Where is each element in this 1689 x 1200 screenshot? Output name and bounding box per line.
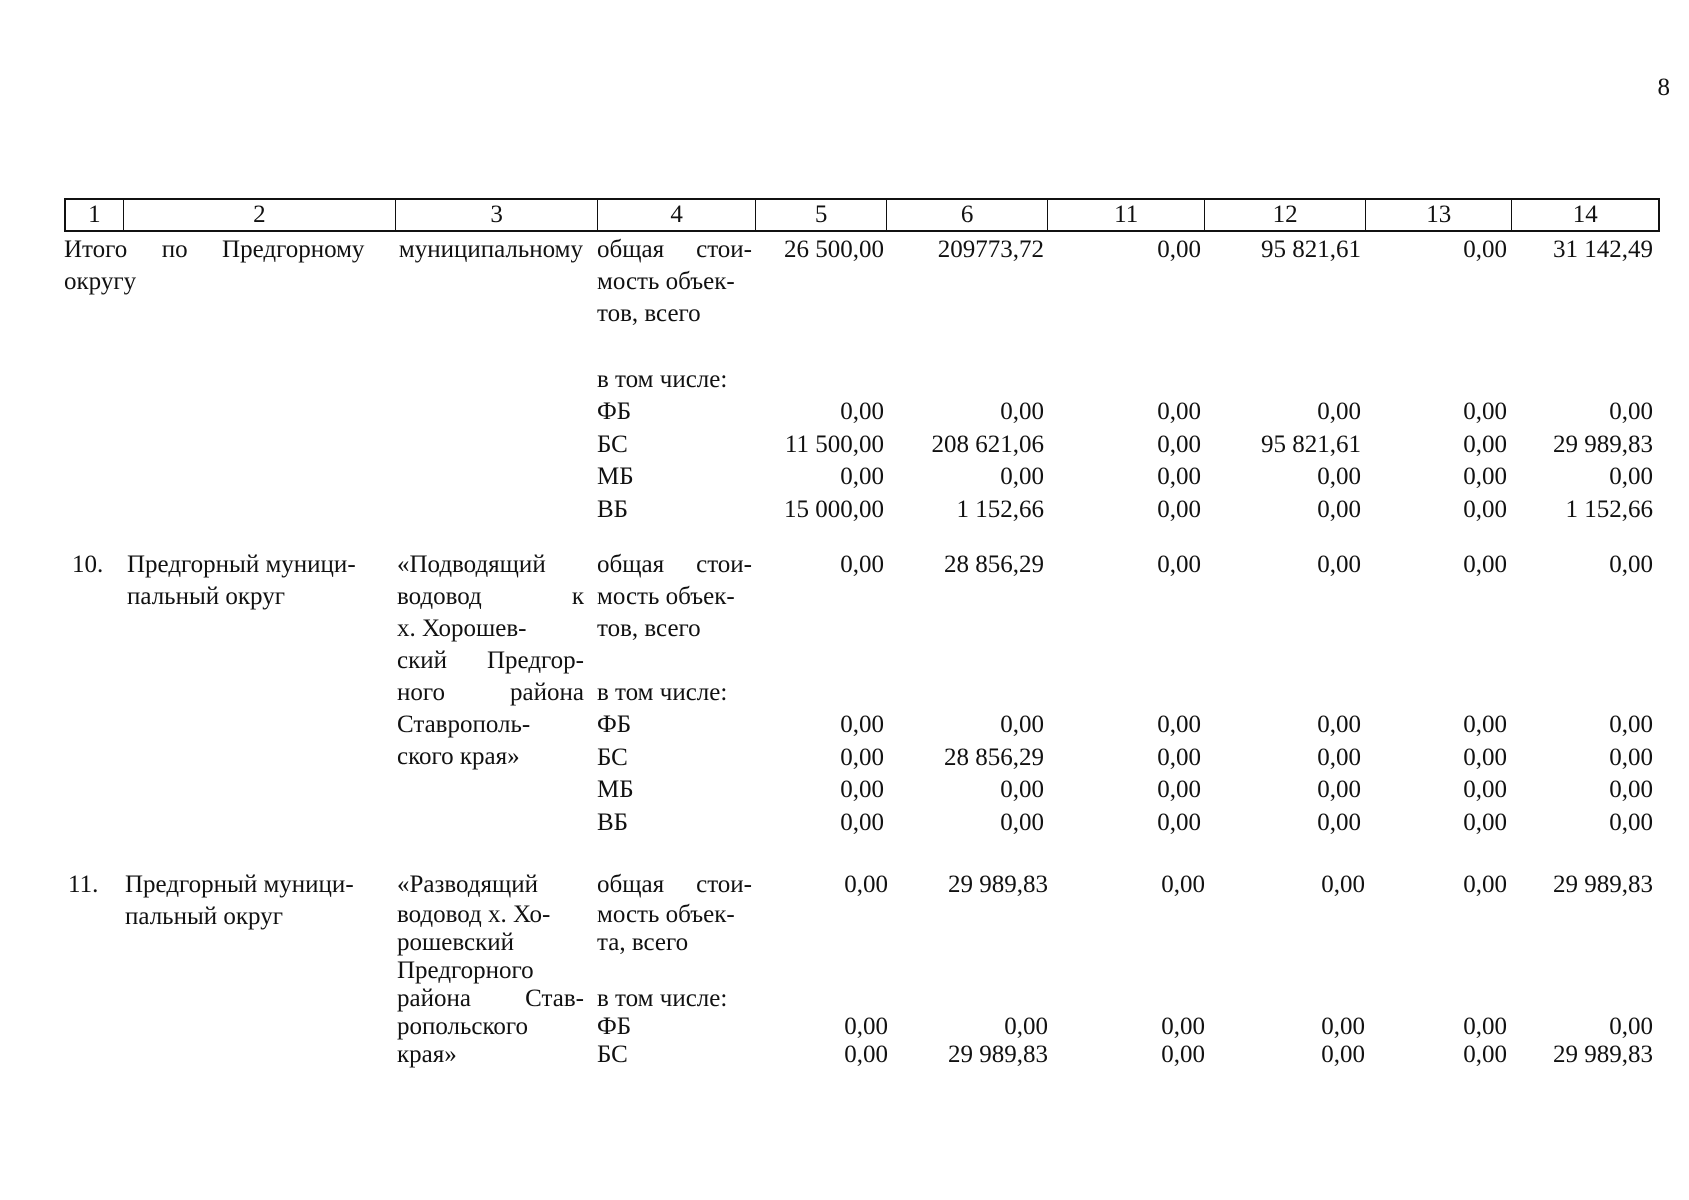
funding-value-cell: 0,00: [1609, 398, 1653, 425]
funding-value-cell: 0,00: [1317, 463, 1361, 490]
item-11-obj-line7: края»: [397, 1041, 457, 1068]
funding-value-cell: 28 856,29: [944, 743, 1044, 771]
funding-value-cell: 11 500,00: [784, 430, 884, 458]
funding-value-cell: 95 821,61: [1261, 430, 1361, 458]
total-val-11: 0,00: [1157, 236, 1201, 263]
funding-value-cell: 0,00: [1609, 1013, 1653, 1040]
item-11-obj-line4: Предгорного: [397, 957, 534, 984]
funding-value-cell: 0,00: [1463, 430, 1507, 458]
funding-value-cell: 0,00: [1157, 743, 1201, 771]
funding-source-label: ВБ: [597, 495, 629, 523]
item-11-val-14: 29 989,83: [1553, 871, 1653, 898]
item-11-kind-line1: общая стои-: [597, 871, 752, 898]
funding-source-label: БС: [597, 430, 628, 458]
header-col-4: 4: [598, 200, 756, 230]
funding-value-cell: 0,00: [1157, 495, 1201, 523]
item-10-org-line1: Предгорный муници-: [127, 551, 356, 578]
item-10-val-6: 28 856,29: [944, 551, 1044, 578]
funding-value-cell: 0,00: [1000, 776, 1044, 803]
funding-value-cell: 0,00: [1609, 711, 1653, 738]
funding-source-label: БС: [597, 1041, 628, 1068]
funding-value-cell: 0,00: [840, 711, 884, 738]
total-title-line2: округу: [64, 268, 137, 295]
item-10-number: 10.: [72, 551, 104, 578]
header-col-1: 1: [66, 200, 124, 230]
funding-value-cell: 0,00: [1609, 463, 1653, 490]
item-10-obj-line5: ного района: [397, 679, 584, 706]
funding-value-cell: 0,00: [1157, 398, 1201, 425]
item-10-val-14: 0,00: [1609, 551, 1653, 578]
header-col-14: 14: [1572, 201, 1598, 228]
funding-value-cell: 0,00: [1609, 743, 1653, 771]
funding-value-cell: 0,00: [1317, 495, 1361, 523]
item-10-obj-line1: «Подводящий: [397, 551, 546, 578]
item-11-obj-line6: ропольского: [397, 1013, 529, 1040]
funding-value-cell: 0,00: [1317, 808, 1361, 836]
funding-value-cell: 0,00: [1000, 463, 1044, 490]
total-kind-line3: тов, всего: [597, 300, 701, 327]
item-10-kind-line1: общая стои-: [597, 551, 752, 578]
item-11-val-6: 29 989,83: [948, 871, 1048, 898]
funding-value-cell: 0,00: [840, 398, 884, 425]
total-val-12: 95 821,61: [1261, 236, 1361, 263]
total-incl: в том числе:: [597, 366, 728, 393]
funding-source-label: ВБ: [597, 808, 629, 836]
funding-value-cell: 29 989,83: [1553, 1041, 1653, 1068]
funding-value-cell: 0,00: [1000, 711, 1044, 738]
funding-value-cell: 0,00: [840, 808, 884, 836]
funding-value-cell: 1 152,66: [956, 495, 1044, 523]
funding-value-cell: 0,00: [1609, 776, 1653, 803]
funding-value-cell: 0,00: [1157, 711, 1201, 738]
item-10-kind-line2: мость объек-: [597, 583, 735, 610]
item-10-kind-line3: тов, всего: [597, 615, 701, 642]
funding-value-cell: 0,00: [1157, 463, 1201, 490]
funding-value-cell: 0,00: [1161, 1041, 1205, 1068]
funding-value-cell: 0,00: [1317, 711, 1361, 738]
funding-value-cell: 0,00: [1463, 743, 1507, 771]
funding-value-cell: 0,00: [1000, 398, 1044, 425]
funding-value-cell: 0,00: [840, 463, 884, 490]
funding-value-cell: 0,00: [1321, 1041, 1365, 1068]
item-11-incl: в том числе:: [597, 985, 728, 1012]
funding-value-cell: 1 152,66: [1565, 495, 1653, 523]
item-10-obj-line6: Ставрополь-: [397, 711, 531, 738]
funding-value-cell: 0,00: [1157, 808, 1201, 836]
funding-value-cell: 0,00: [1463, 711, 1507, 738]
total-val-6: 209773,72: [937, 236, 1044, 263]
funding-value-cell: 29 989,83: [948, 1041, 1048, 1068]
funding-value-cell: 208 621,06: [931, 430, 1044, 458]
funding-value-cell: 0,00: [844, 1041, 888, 1068]
header-col-13: 13: [1366, 200, 1513, 230]
total-val-14: 31 142,49: [1553, 236, 1653, 263]
item-11-obj-line3: рошевский: [397, 929, 515, 956]
funding-value-cell: 0,00: [1317, 743, 1361, 771]
item-10-val-11: 0,00: [1157, 551, 1201, 578]
header-col-3: 3: [396, 200, 598, 230]
item-10-obj-line3: х. Хорошев-: [397, 615, 527, 642]
header-col-12: 12: [1205, 200, 1366, 230]
item-11-org-line1: Предгорный муници-: [125, 871, 354, 898]
header-col-5: 5: [756, 200, 888, 230]
item-10-org-line2: пальный округ: [127, 583, 285, 610]
funding-value-cell: 0,00: [1000, 808, 1044, 836]
total-kind-line2: мость объек-: [597, 268, 735, 295]
item-10-incl: в том числе:: [597, 679, 728, 706]
page-number: 8: [1657, 74, 1670, 101]
funding-value-cell: 29 989,83: [1553, 430, 1653, 458]
total-val-13: 0,00: [1463, 236, 1507, 263]
funding-value-cell: 0,00: [1463, 776, 1507, 803]
item-11-obj-line1: «Разводящий: [397, 871, 539, 898]
funding-value-cell: 0,00: [1463, 1013, 1507, 1040]
funding-value-cell: 0,00: [1317, 398, 1361, 425]
item-11-val-11: 0,00: [1161, 871, 1205, 898]
funding-value-cell: 0,00: [844, 1013, 888, 1040]
item-10-obj-line2: водовод к: [397, 583, 584, 610]
total-kind-line1: общая стои-: [597, 236, 752, 263]
funding-value-cell: 0,00: [1317, 776, 1361, 803]
funding-value-cell: 0,00: [840, 776, 884, 803]
item-11-val-12: 0,00: [1321, 871, 1365, 898]
item-11-val-13: 0,00: [1463, 871, 1507, 898]
funding-source-label: ФБ: [597, 711, 632, 738]
item-11-val-5: 0,00: [844, 871, 888, 898]
funding-value-cell: 0,00: [1157, 776, 1201, 803]
funding-value-cell: 0,00: [1463, 398, 1507, 425]
funding-value-cell: 0,00: [1463, 463, 1507, 490]
item-10-val-12: 0,00: [1317, 551, 1361, 578]
item-11-obj-line2: водовод х. Хо-: [397, 901, 551, 928]
funding-value-cell: 0,00: [1004, 1013, 1048, 1040]
item-11-kind-line2: мость объек-: [597, 901, 735, 928]
item-11-obj-line5: района Став-: [397, 985, 584, 1012]
total-val-5: 26 500,00: [784, 236, 884, 263]
funding-value-cell: 0,00: [1463, 1041, 1507, 1068]
funding-source-label: ФБ: [597, 1013, 632, 1040]
funding-value-cell: 0,00: [840, 743, 884, 771]
item-10-obj-line7: ского края»: [397, 743, 520, 770]
funding-source-label: ФБ: [597, 398, 632, 425]
funding-value-cell: 0,00: [1609, 808, 1653, 836]
item-11-org-line2: пальный округ: [125, 903, 283, 930]
item-11-kind-line3: та, всего: [597, 929, 689, 956]
funding-source-label: МБ: [597, 463, 634, 490]
table-header: [64, 198, 1660, 232]
funding-value-cell: 0,00: [1321, 1013, 1365, 1040]
header-col-6: 6: [887, 200, 1048, 230]
header-col-2: 2: [124, 200, 396, 230]
funding-value-cell: 0,00: [1157, 430, 1201, 458]
funding-value-cell: 0,00: [1161, 1013, 1205, 1040]
item-10-obj-line4: ский Предгор-: [397, 647, 584, 674]
funding-value-cell: 0,00: [1463, 495, 1507, 523]
item-11-number: 11.: [68, 871, 99, 898]
total-title-line1: Итого по Предгорному муниципальному: [64, 236, 583, 263]
item-10-val-13: 0,00: [1463, 551, 1507, 578]
funding-source-label: МБ: [597, 776, 634, 803]
funding-value-cell: 15 000,00: [784, 495, 884, 523]
header-col-11: 11: [1048, 200, 1206, 230]
funding-source-label: БС: [597, 743, 628, 771]
funding-value-cell: 0,00: [1463, 808, 1507, 836]
item-10-val-5: 0,00: [840, 551, 884, 578]
